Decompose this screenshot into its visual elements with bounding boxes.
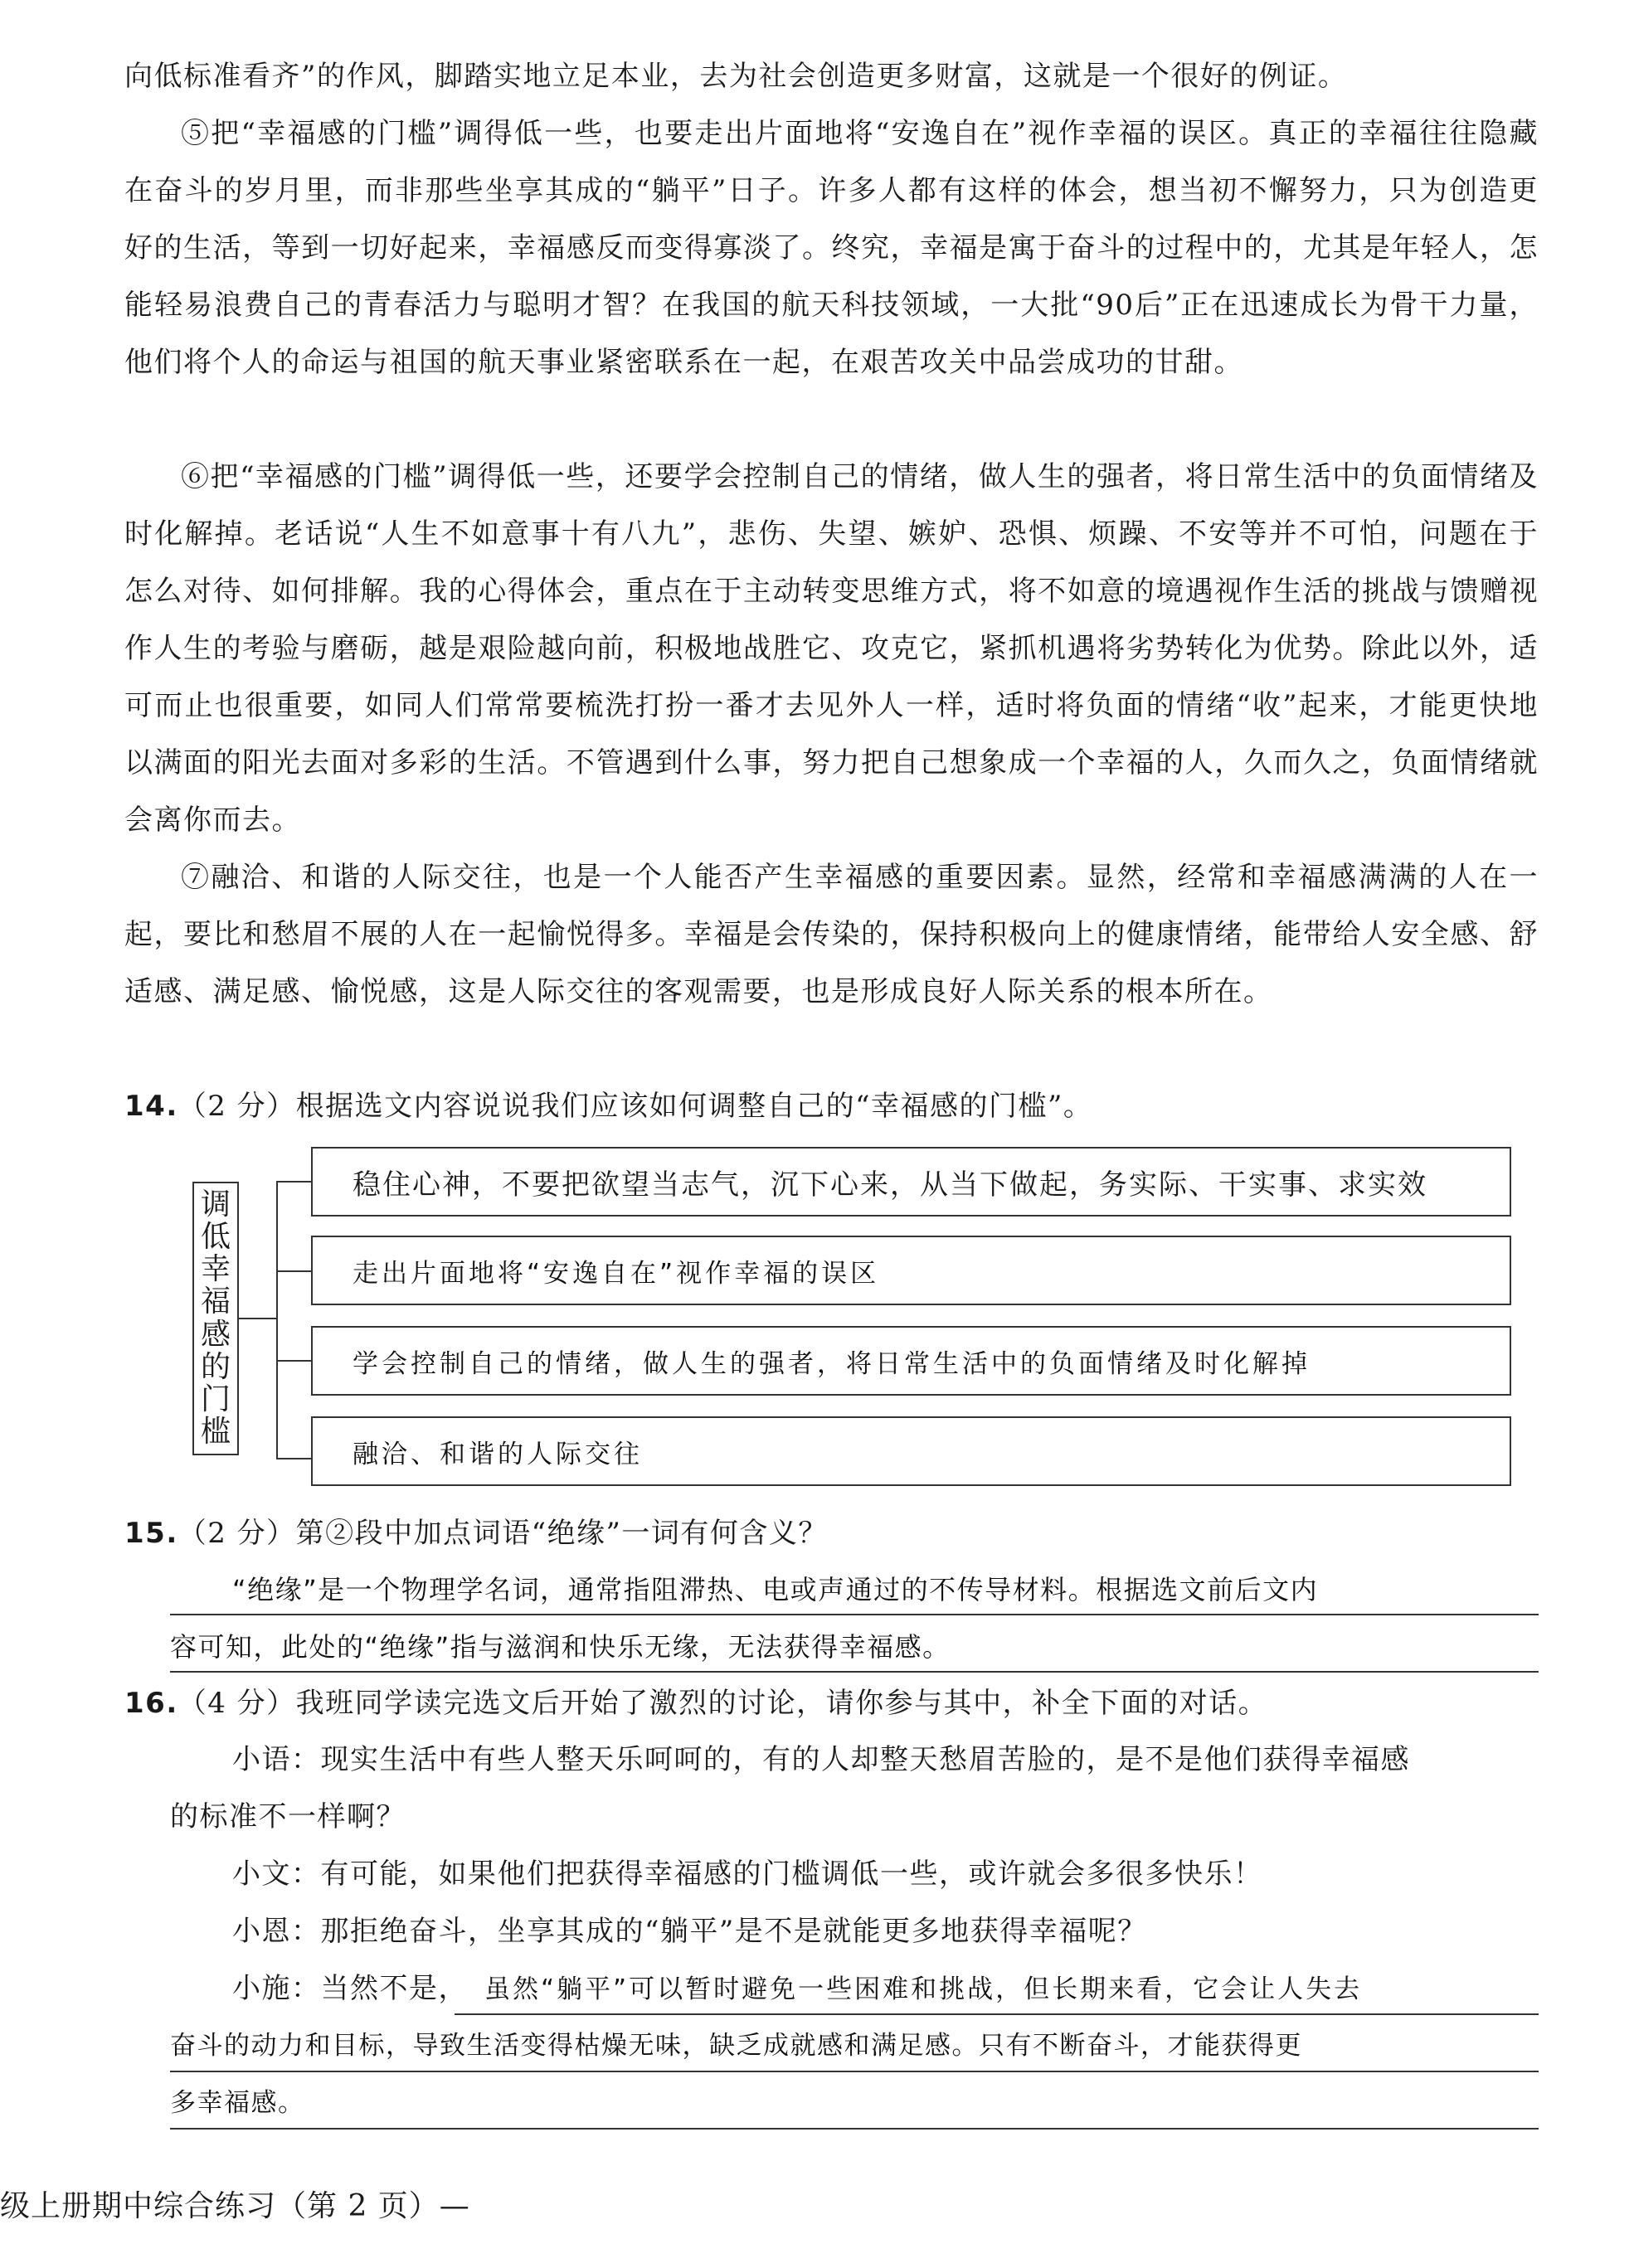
question-16 xyxy=(124,1675,1584,1732)
answer-15-line-1: “绝缘”是一个物理学名词，通常指阻滞热、电或声通过的不传导材料。根据选文前后文内 xyxy=(232,1574,1319,1605)
question-number: 14. xyxy=(124,1090,178,1123)
question-text: （4 分）我班同学读完选文后开始了激烈的讨论，请你参与其中，补全下面的对话。 xyxy=(178,1687,1268,1720)
dialog-xiaoyu-1: 小语：现实生活中有些人整天乐呵呵的，有的人却整天愁眉苦脸的，是不是他们获得幸福感 xyxy=(232,1743,1410,1776)
dialog-xiaoyu-2: 的标准不一样啊？ xyxy=(170,1800,406,1833)
diagram-box-2: 走出片面地将“安逸自在”视作幸福的误区 xyxy=(311,1236,1511,1305)
title-char: 调 xyxy=(200,1187,231,1221)
diagram-title xyxy=(192,1182,239,1455)
answer-16-line-3: 多幸福感。 xyxy=(170,2088,305,2118)
title-char: 槛 xyxy=(200,1415,231,1450)
dialog-xiaoshi xyxy=(232,1960,1543,2018)
answer-underline xyxy=(170,1614,1539,1615)
question-number: 15. xyxy=(124,1517,178,1550)
title-char: 的 xyxy=(200,1349,231,1384)
connector-line xyxy=(276,1181,311,1183)
dialog-xiaoshi-prefix: 小施：当然不是， xyxy=(232,1972,468,2005)
diagram-box-4: 融洽、和谐的人际交往 xyxy=(311,1416,1511,1486)
paragraph-5: ⑤把“幸福感的门槛”调得低一些，也要走出片面地将“安逸自在”视作幸福的误区。真正的幸福往往隐藏在奋斗的岁月里，而非那些坐享其成的“躺平”日子。许多人都有这样的体会，想当初不懈努力，只为创造更好的生活，等到一切好起来，幸福感反而变得寡淡了。终究，幸福是寓于奋斗的过程中的，尤其是年轻人，怎能轻易浪费自己的青春活力与聪明才智？在我国的航天科技领域，一大批“90后”正在迅速成长为骨干力量，他们将个人的命运与祖国的航天事业紧密联系在一起，在艰苦攻关中品尝成功的甘甜。 xyxy=(124,117,1539,379)
answer-15-line-2: 容可知，此处的“绝缘”指与滋润和快乐无缘，无法获得幸福感。 xyxy=(170,1631,951,1663)
paragraph-continuation: 向低标准看齐”的作风，脚踏实地立足本业，去为社会创造更多财富，这就是一个很好的例证。 xyxy=(124,60,1348,93)
connector-line xyxy=(276,1360,311,1362)
title-char: 福 xyxy=(200,1285,231,1319)
paragraph-6: ⑥把“幸福感的门槛”调得低一些，还要学会控制自己的情绪，做人生的强者，将日常生活中的负面情绪及时化解掉。老话说“人生不如意事十有八九”，悲伤、失望、嫉妒、恐惧、烦躁、不安等并不可怕，问题在于怎么对待、如何排解。我的心得体会，重点在于主动转变思维方式，将不如意的境遇视作生活的挑战与馈赠视作人生的考验与磨砺，越是艰险越向前，积极地战胜它、攻克它，紧抓机遇将劣势转化为优势。除此以外，适可而止也很重要，如同人们常常要梳洗打扮一番才去见外人一样，适时将负面的情绪“收”起来，才能更快地以满面的阳光去面对多彩的生活。不管遇到什么事，努力把自己想象成一个幸福的人，久而久之，负面情绪就会离你而去。 xyxy=(124,460,1539,837)
question-text: （2 分）第②段中加点词语“绝缘”一词有何含义？ xyxy=(178,1517,828,1550)
title-char: 门 xyxy=(200,1382,231,1417)
answer-16-line-1: 虽然“躺平”可以暂时避免一些困难和挑战，但长期来看，它会让人失去 xyxy=(484,1974,1363,2004)
dialog-xiaoen: 小恩：那拒绝奋斗，坐享其成的“躺平”是不是就能更多地获得幸福呢？ xyxy=(232,1915,1147,1948)
question-14 xyxy=(124,1078,1584,1135)
connector-line xyxy=(276,1458,311,1459)
title-char: 感 xyxy=(200,1317,231,1352)
dialog-xiaowen: 小文：有可能，如果他们把获得幸福感的门槛调低一些，或许就会多很多快乐！ xyxy=(232,1858,1263,1891)
diagram-box-3: 学会控制自己的情绪，做人生的强者，将日常生活中的负面情绪及时化解掉 xyxy=(311,1326,1511,1396)
title-char: 低 xyxy=(200,1219,231,1254)
diagram-box-1: 稳住心神，不要把欲望当志气，沉下心来，从当下做起，务实际、干实事、求实效 xyxy=(311,1147,1511,1217)
connector-line xyxy=(239,1318,277,1319)
question-text: （2 分）根据选文内容说说我们应该如何调整自己的“幸福感的门槛”。 xyxy=(178,1090,1093,1123)
answer-underline xyxy=(170,2071,1539,2072)
connector-line xyxy=(276,1181,278,1459)
paragraph-7: ⑦融洽、和谐的人际交往，也是一个人能否产生幸福感的重要因素。显然，经常和幸福感满满的人在一起，要比和愁眉不展的人在一起愉悦得多。幸福是会传染的，保持积极向上的健康情绪，能带给人安全感、舒适感、满足感、愉悦感，这是人际交往的客观需要，也是形成良好人际关系的根本所在。 xyxy=(124,861,1539,1008)
answer-underline xyxy=(170,1671,1539,1673)
answer-underline xyxy=(455,2013,1539,2015)
answer-underline xyxy=(170,2128,1539,2130)
connector-line xyxy=(276,1270,311,1272)
answer-16-line-2: 奋斗的动力和目标，导致生活变得枯燥无味，缺乏成就感和满足感。只有不断奋斗，才能获得更 xyxy=(170,2031,1302,2061)
page-footer: 级上册期中综合练习（第 2 页）— xyxy=(0,2189,470,2223)
question-number: 16. xyxy=(124,1687,178,1720)
question-15 xyxy=(124,1505,1584,1562)
title-char: 幸 xyxy=(200,1252,231,1287)
